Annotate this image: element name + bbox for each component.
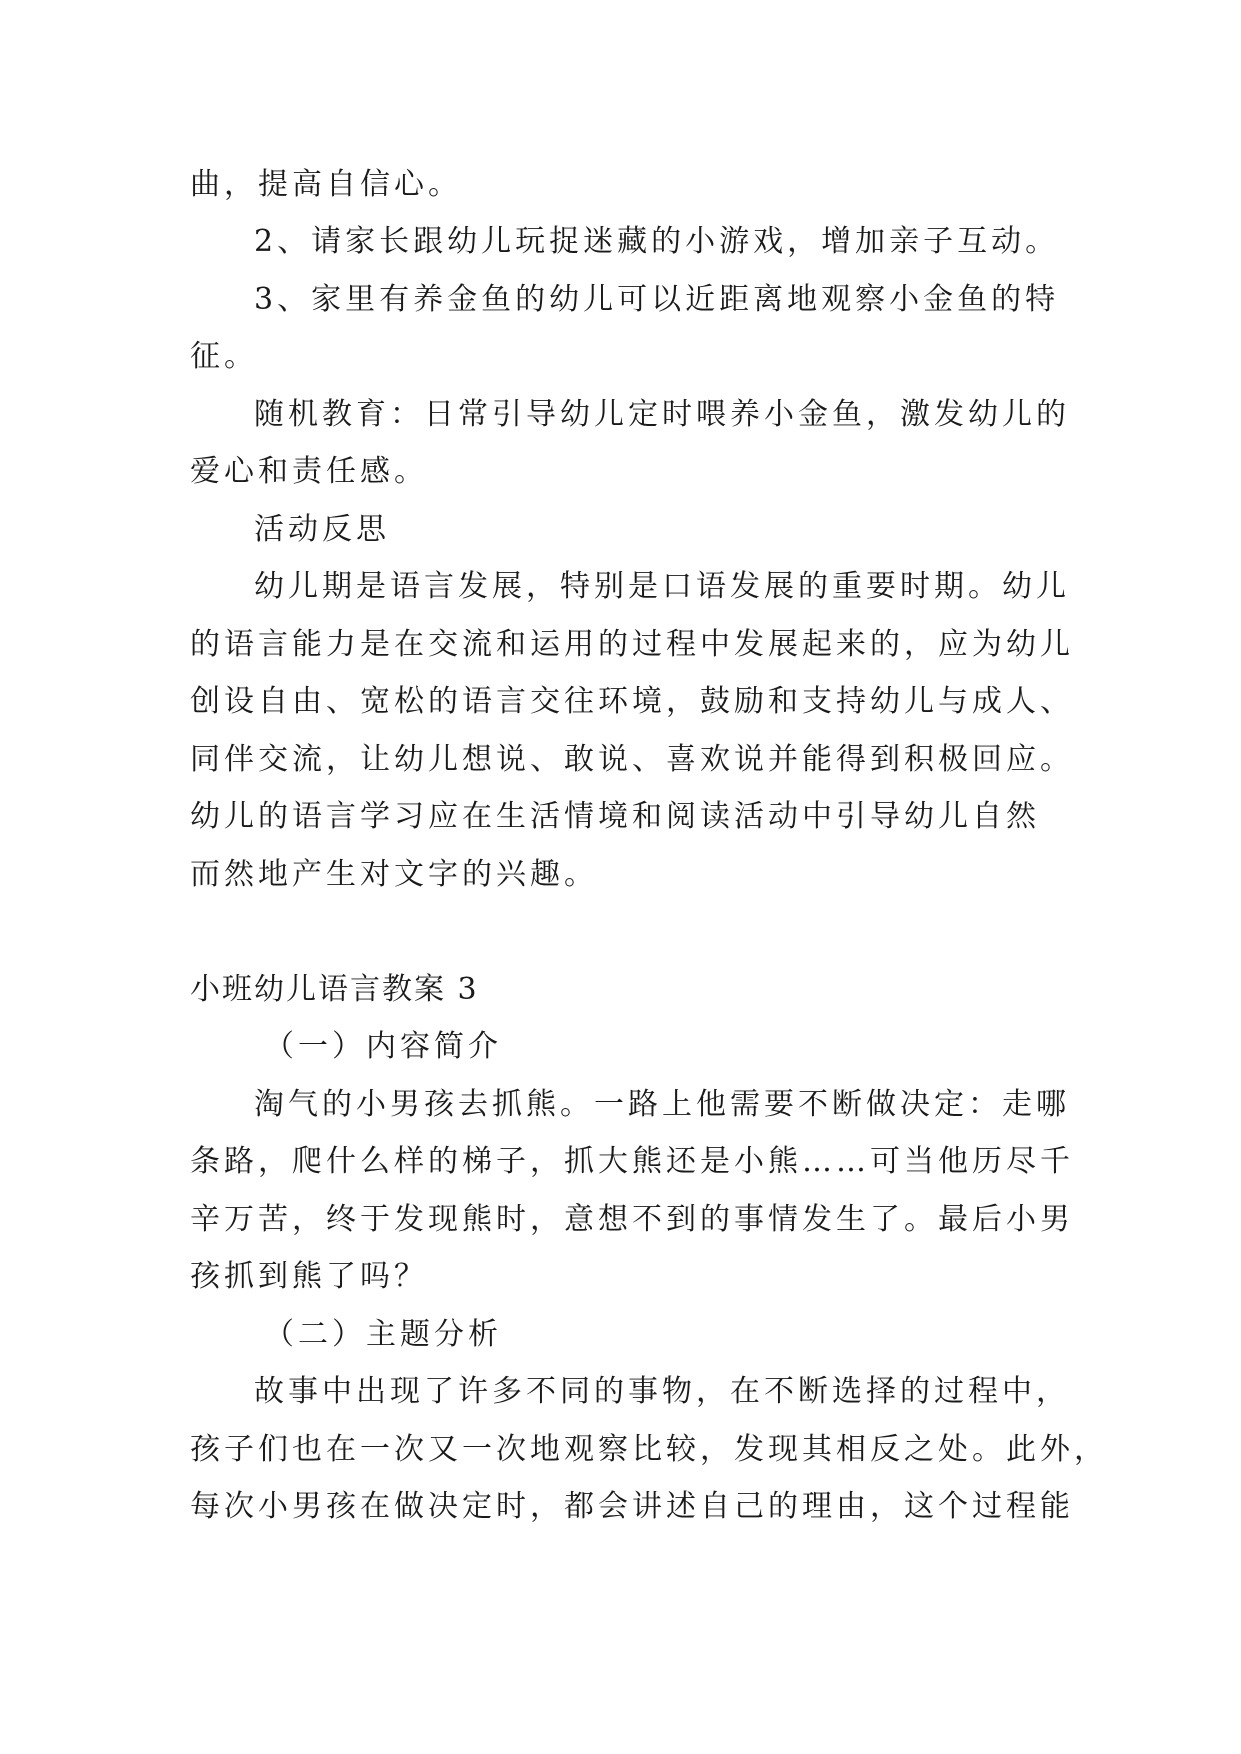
reflection-line-1: 幼儿期是语言发展，特别是口语发展的重要时期。幼儿 [254,569,1070,604]
paragraph-line: 曲，提高自信心。 [190,167,462,202]
section-1-line-1: 淘气的小男孩去抓熊。一路上他需要不断做决定：走哪 [254,1087,1070,1122]
section-2-line-3: 每次小男孩在做决定时，都会讲述自己的理由，这个过程能 [190,1489,1074,1524]
list-item-2: 2、请家长跟幼儿玩捉迷藏的小游戏，增加亲子互动。 [254,224,1060,259]
random-education-line-1: 随机教育：日常引导幼儿定时喂养小金鱼，激发幼儿的 [254,397,1070,432]
reflection-line-2: 的语言能力是在交流和运用的过程中发展起来的，应为幼儿 [190,627,1074,662]
reflection-line-6: 而然地产生对文字的兴趣。 [190,857,598,892]
reflection-heading: 活动反思 [254,512,390,547]
list-item-3-line-1: 3、家里有养金鱼的幼儿可以近距离地观察小金鱼的特 [254,282,1060,317]
section-2-line-1: 故事中出现了许多不同的事物，在不断选择的过程中， [254,1374,1070,1409]
section-1-line-2: 条路，爬什么样的梯子，抓大熊还是小熊……可当他历尽千 [190,1144,1074,1179]
section-2-heading: （二）主题分析 [264,1317,502,1352]
section-2-line-2: 孩子们也在一次又一次地观察比较，发现其相反之处。此外， [190,1432,1108,1467]
random-education-line-2: 爱心和责任感。 [190,454,428,489]
reflection-line-5: 幼儿的语言学习应在生活情境和阅读活动中引导幼儿自然 [190,799,1040,834]
section-1-line-3: 辛万苦，终于发现熊时，意想不到的事情发生了。最后小男 [190,1202,1074,1237]
reflection-line-3: 创设自由、宽松的语言交往环境，鼓励和支持幼儿与成人、 [190,684,1074,719]
section-1-line-4: 孩抓到熊了吗？ [190,1259,428,1294]
list-item-3-line-2: 征。 [190,339,258,374]
section-1-heading: （一）内容简介 [264,1029,502,1064]
lesson-title: 小班幼儿语言教案 3 [190,972,479,1007]
reflection-line-4: 同伴交流，让幼儿想说、敢说、喜欢说并能得到积极回应。 [190,742,1074,777]
